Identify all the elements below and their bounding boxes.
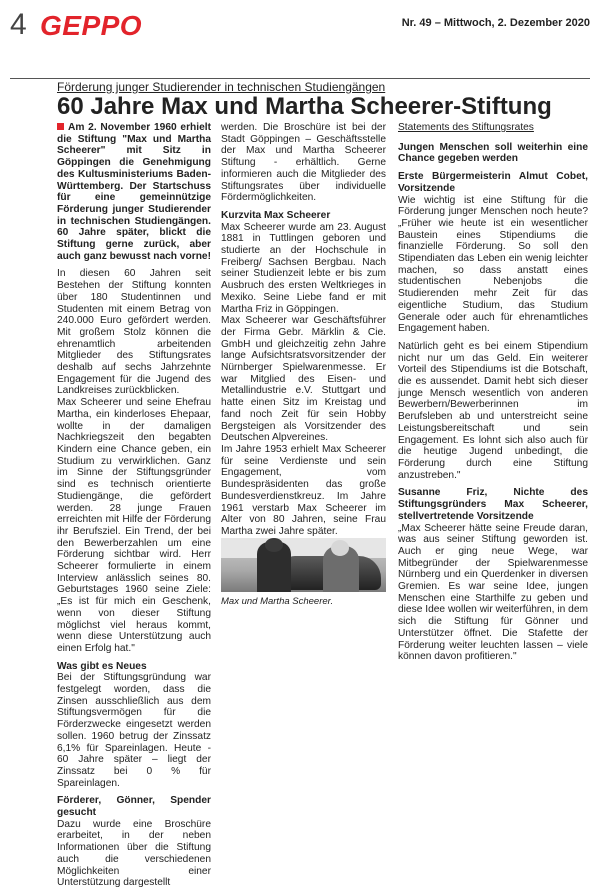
article-column-2: [221, 122, 386, 538]
subheading: Förderer, Gönner, Spender gesucht: [57, 795, 211, 819]
subheading: Was gibt es Neues: [57, 660, 147, 672]
subheading: Erste Bürgermeisterin Almut Cobet, Vorsitzende: [398, 171, 588, 194]
page-header: [10, 8, 590, 50]
body-paragraph: Im Jahre 1953 erhielt Max Scheerer für seine Verdienste und sein Engagement, vom Bundespräsidenten das große Bundesverdienstkreuz. Im Jahre 1961 verstarb Max Scheerer im Alter von 80 Jahren, seine Frau Martha zwei Jahre später.: [221, 443, 386, 537]
body-paragraph: Natürlich geht es bei einem Stipendium nicht nur um das Geld. Ein weiterer Vorteil des Stipendiums ist die Botschaft, die es aussendet. Damit hebt sich dieser junge Mensch wesentlich von anderen Bewerbern/Bewerberinnen im Berufsleben ab und unterstreicht seine Leistungsbereitschaft und sein Engagement. Es lohnt sich also auch für die heutige Jugend unbedingt, die Förderung durch eine Stiftung anzustreben.": [398, 340, 588, 481]
lead-paragraph: [57, 122, 211, 262]
red-square-marker-icon: [57, 123, 64, 130]
statements-label: Statements des Stiftungsrates: [398, 122, 534, 133]
article-column-1: [57, 122, 211, 889]
subheading: Jungen Menschen soll weiterhin eine Chance gegeben werden: [398, 141, 588, 165]
body-paragraph: werden. Die Broschüre ist bei der Stadt Göppingen – Geschäftsstelle der Max und Martha Scheerer Stiftung - erhältlich. Gerne informieren auch die Mitglieder des Stiftungsrates über individuelle Fördermöglichkeiten.: [221, 122, 386, 204]
issue-info: Nr. 49 – Mittwoch, 2. Dezember 2020: [401, 17, 590, 29]
lead-text: Am 2. November 1960 erhielt die Stiftung "Max und Martha Scheerer" mit Sitz in Göppingen die Genehmigung des Kultusministeriums Baden-Württemberg. Der Startschuss für eine gemeinnützige Förderung junger Studierender in technischen Studiengängen. 60 Jahre später, blickt die Stiftung gerne zurück, aber auch ganz bewusst nach vorne!: [57, 122, 211, 262]
page-number: 4: [10, 8, 27, 41]
article-column-3: [398, 122, 588, 663]
body-paragraph: Max Scheerer wurde am 23. August 1881 in Tuttlingen geboren und studierte an der Hochschule in Freiberg/ Sachsen Bergbau. Nach seiner Studienzeit lebte er bis zum Ausbruch des ersten Weltkrieges in Mexiko. Seine Liebe fand er mit Martha Friz in Göppingen.: [221, 221, 386, 315]
body-paragraph: In diesen 60 Jahren seit Bestehen der Stiftung konnten über 180 Studentinnen und Studenten mit einem Betrag von 240.000 Euro gefördert werden. Mit großem Stolz können die ehrenamtlich arbeitenden Mitglieder des Stiftungsrates deshalb auf sechs Jahrzehnte Engagement für die Jugend des Landkreises zurückblicken.: [57, 268, 211, 397]
body-paragraph: „Max Scheerer hätte seine Freude daran, was aus seiner Stiftung geworden ist. Auch er ging neue Wege, war Mitbegründer der Spielwarenmesse Nürnberg und ein Querdenker in diversen Gremien. Es war seine Idee, jungen Menschen eine Starthilfe zu geben und diese Idee wollen wir weiterführen, in dem sich die Stiftung für Gönner und Unterstützer öffnet. Die Stafette der Förderung weiter leuchten lassen – viele können davon profitieren.": [398, 522, 588, 663]
article-kicker: Förderung junger Studierender in technischen Studiengängen: [57, 80, 386, 94]
article-headline: 60 Jahre Max und Martha Scheerer-Stiftung: [57, 93, 552, 120]
body-paragraph: Dazu wurde eine Broschüre erarbeitet, in der neben Informationen über die Stiftung auch die verschiedenen Möglichkeiten einer Unterstützung dargestellt: [57, 818, 211, 889]
body-paragraph: Max Scheerer und seine Ehefrau Martha, ein kinderloses Ehepaar, wollte in der damaligen Nachkriegszeit den begabten Kindern eine Chance geben, ein Studium zu verwirklichen. Ganz im Sinne der Stiftungsgründer sind es technisch orientierte Studiengänge, die gefördert werden. 28 junge Frauen erreichten mit Hilfe der Förderung ihr Berufsziel. Ein Trend, der bei den Bewerberzahlen um eine Förderung sichtbar wird. Herr Scheerer formulierte in einem Interview anlässlich seines 80. Geburtstages 1960 seine Ziele: „Es ist für mich ein Geschenk, wenn von dieser Stiftung möglichst viel heraus kommt, wenn diese Unterstützung auch einen Erfolg hat.": [57, 397, 211, 654]
photo-max-and-martha-scheerer: [221, 538, 386, 592]
photo-caption: Max und Martha Scheerer.: [221, 596, 334, 607]
body-paragraph: Bei der Stiftungsgründung war festgelegt worden, dass die Zinsen ausschließlich aus dem Stiftungsvermögen für die Förderzwecke eingesetzt werden sollen. 1960 betrug der Zinssatz 6,1% für Spareinlagen. Heute - 60 Jahre später – liegt der Zinssatz bei 0 % für Spareinlagen.: [57, 672, 211, 789]
body-paragraph: Max Scheerer war Geschäftsführer der Firma Gebr. Märklin & Cie. GmbH und gleichzeitig zehn Jahre lange Aufsichtsratsvorsitzender der Nürnberger Spielwarenmesse. Er war Mitglied des Eisen- und Metallindustrie e.V. Stuttgart und hatte einen Sitz im Kreistag und fand noch Zeit für sein Hobby Bergsteigen als Vorsitzender des Deutschen Alpvereines.: [221, 315, 386, 444]
subheading: Susanne Friz, Nichte des Stiftungsgründers Max Scheerer, stellvertretende Vorsitzende: [398, 487, 588, 522]
subheading: Kurzvita Max Scheerer: [221, 209, 331, 221]
newspaper-logo: GEPPO: [40, 10, 143, 41]
body-paragraph: Wie wichtig ist eine Stiftung für die Förderung junger Menschen noch heute? „Früher wie heute ist ein wesentlicher Baustein eines Stipendiums die finanzielle Förderung. So soll den Stipendiaten das Leben ein wenig leichter machen, so dass anstatt eines studentischen Nebenjobs die Studierenden mehr Zeit für das eigentliche Studium, das Studium Generale oder auch für ehrenamtliches Engagement haben.: [398, 194, 588, 335]
section-divider: [10, 78, 590, 79]
